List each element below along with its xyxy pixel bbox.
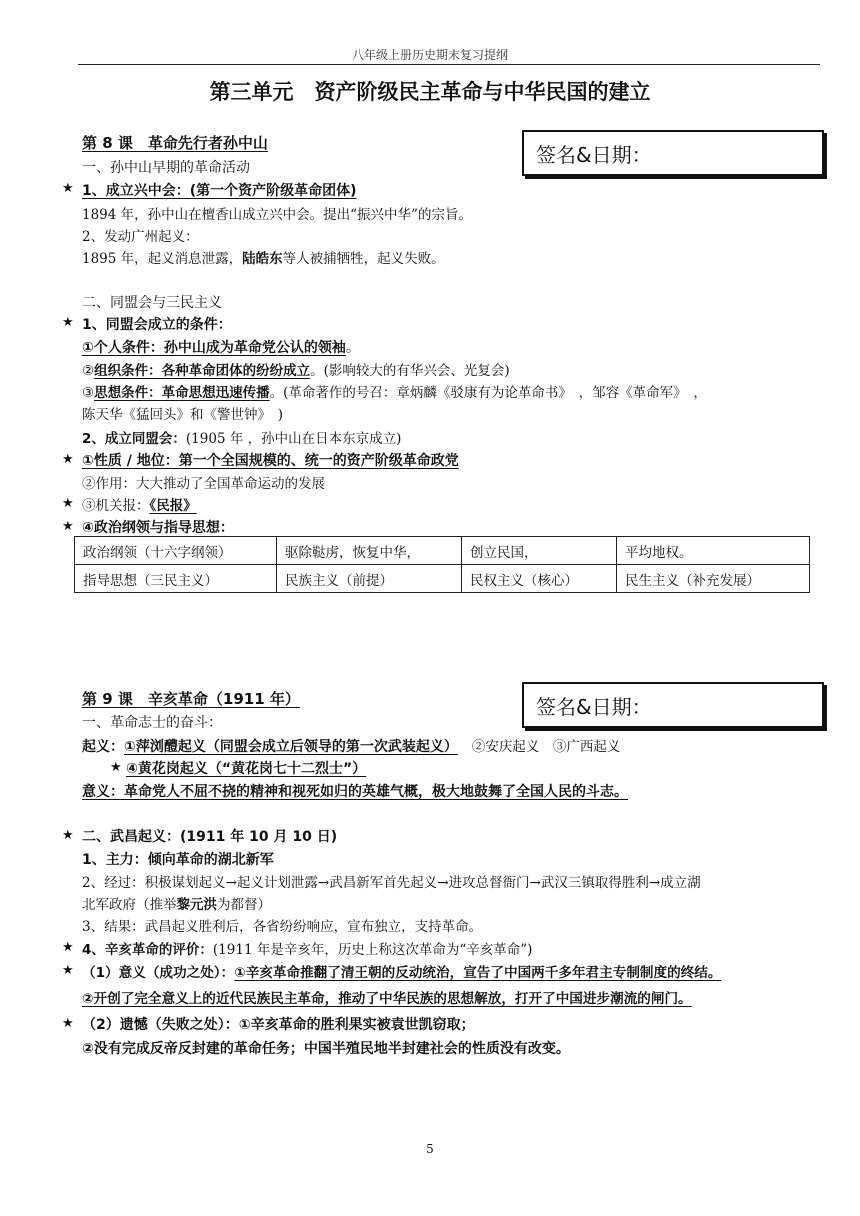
huanghuagang-uprising: ④黄花岗起义（“黄花岗七十二烈士”） — [126, 761, 367, 777]
lesson8-title: 第 8 课 革命先行者孙中山 — [82, 134, 268, 152]
condition-personal — [82, 337, 360, 357]
sign-date-label: 签名&日期： — [536, 695, 652, 719]
condition-personal-end: 。 — [345, 340, 360, 356]
table-cell: 民族主义（前提） — [277, 565, 462, 593]
min-bao: 《民报》 — [149, 498, 197, 514]
evaluation-note: (1911 年是辛亥年，历史上称这次革命为“辛亥革命”) — [212, 942, 533, 958]
force-label: 1、主力： — [82, 852, 148, 868]
guangzhou-text-a: 1895 年，起义消息泄露， — [82, 251, 243, 267]
regret-label: （2）遗憾（失败之处）： — [82, 1017, 239, 1033]
unit-title: 第三单元 资产阶级民主革命与中华民国的建立 — [209, 80, 651, 104]
force-text: 倾向革命的湖北新军 — [147, 852, 274, 868]
condition-thought-cont: 陈天华《猛回头》和《警世钟》 ) — [82, 407, 284, 423]
lu-haodong: 陆皓东 — [242, 251, 283, 267]
sign-date-box-1[interactable] — [522, 130, 824, 176]
course-2a: 北军政府（推举 — [82, 897, 177, 913]
sign-date-box-2[interactable] — [522, 682, 824, 728]
star-icon: ★ — [62, 1016, 74, 1031]
guangzhou-heading: 2、发动广州起义： — [82, 229, 199, 245]
table-cell: 平均地权。 — [617, 537, 810, 565]
guangzhou-text — [82, 247, 445, 267]
table-cell: 民权主义（核心） — [462, 565, 617, 593]
table-cell: 民生主义（补充发展） — [617, 565, 810, 593]
uprising-label: 起义： — [82, 739, 124, 755]
wuchang-force — [82, 849, 274, 869]
regret-line-1 — [82, 1014, 475, 1034]
lesson8-part2-heading: 二、同盟会与三民主义 — [82, 295, 222, 311]
wuchang-course-1: 2、经过：积极谋划起义→起义计划泄露→武昌新军首先起义→进攻总督衙门→武汉三镇取得胜利→成立湖 — [82, 875, 701, 891]
role-label: ②作用： — [82, 476, 136, 492]
star-icon: ★ — [62, 452, 74, 467]
program-table — [74, 536, 810, 593]
cond2-note: 。(影响较大的有华兴会、光复会) — [310, 363, 510, 379]
lesson8-part1-heading: 一、孙中山早期的革命活动 — [82, 160, 250, 176]
xingzhonghui-text: 1894 年，孙中山在檀香山成立兴中会。提出“振兴中华”的宗旨。 — [82, 207, 472, 223]
regret-line-2: ②没有完成反帝反封建的革命任务；中国半殖民地半封建社会的性质没有改变。 — [82, 1041, 570, 1057]
cond3-marker: ③ — [82, 385, 95, 401]
anqing-guangxi-uprisings: ②安庆起义 ③广西起义 — [471, 739, 621, 755]
role-text: 大大推动了全国革命运动的发展 — [136, 476, 325, 492]
table-cell: 创立民国， — [462, 537, 617, 565]
organ-newspaper — [82, 494, 197, 514]
star-icon: ★ — [62, 315, 74, 330]
table-cell: 指导思想（三民主义） — [75, 565, 277, 593]
significance-line-2: ②开创了完全意义上的近代民族民主革命，推动了中华民族的思想解放，打开了中国进步潮流的闸门。 — [82, 991, 692, 1007]
cond2-key: 组织条件：各种革命团体的纷纷成立 — [94, 363, 311, 379]
li-yuanhong: 黎元洪 — [176, 897, 217, 913]
program-heading: ④政治纲领与指导思想： — [82, 520, 234, 536]
star-icon: ★ — [62, 496, 74, 511]
paper-label: ③机关报： — [82, 498, 150, 514]
lesson9-part1-heading: 一、革命志士的奋斗： — [82, 715, 222, 731]
header-divider — [78, 64, 820, 65]
conditions-heading: 1、同盟会成立的条件： — [82, 317, 232, 333]
condition-personal-text: ①个人条件：孙中山成为革命党公认的领袖 — [82, 340, 346, 356]
guangzhou-text-c: 等人被捕牺牲，起义失败。 — [282, 251, 445, 267]
table-row — [75, 537, 810, 565]
page-number: 5 — [426, 1142, 434, 1156]
star-icon: ★ — [110, 760, 122, 775]
nature-status: ①性质 / 地位：第一个全国规模的、统一的资产阶级革命政党 — [82, 453, 459, 469]
wuchang-result: 3、结果：武昌起义胜利后，各省纷纷响应，宣布独立，支持革命。 — [82, 919, 483, 935]
table-row — [75, 565, 810, 593]
tongmenghui-role — [82, 472, 325, 492]
star-icon: ★ — [62, 181, 74, 196]
evaluation-heading — [82, 938, 532, 958]
cond2-marker: ② — [82, 363, 95, 379]
found-note: (1905 年 ，孙中山在日本东京成立) — [185, 431, 402, 447]
star-icon: ★ — [62, 519, 74, 534]
evaluation-label: 4、辛亥革命的评价： — [82, 942, 213, 958]
found-tongmenghui — [82, 427, 401, 447]
cond3-key: 思想条件：革命思想迅速传播 — [94, 385, 270, 401]
condition-thought — [82, 381, 707, 401]
significance-label: （1）意义（成功之处）： — [82, 965, 235, 981]
table-cell: 政治纲领（十六字纲领） — [75, 537, 277, 565]
condition-organization — [82, 359, 510, 379]
sign-date-label: 签名&日期： — [536, 143, 652, 167]
wuchang-heading: 二、武昌起义：(1911 年 10 月 10 日) — [82, 829, 338, 845]
running-header: 八年级上册历史期末复习提纲 — [351, 48, 508, 62]
course-2c: 为都督） — [217, 897, 271, 913]
lesson9-title: 第 9 课 辛亥革命（1911 年） — [82, 690, 300, 708]
significance-line-1 — [82, 961, 722, 981]
regret-text-1: ①辛亥革命的胜利果实被袁世凯窃取； — [238, 1017, 475, 1033]
cond3-note: 。(革命著作的号召：章炳麟《驳康有为论革命书》 ，邹容《革命军》 ， — [269, 385, 707, 401]
uprisings-line — [82, 735, 620, 756]
star-icon: ★ — [62, 828, 74, 843]
table-cell: 驱除鞑虏，恢复中华， — [277, 537, 462, 565]
uprisings-meaning: 意义：革命党人不屈不挠的精神和视死如归的英雄气概，极大地鼓舞了全国人民的斗志。 — [82, 784, 628, 800]
pingliuli-uprising: ①萍浏醴起义（同盟会成立后领导的第一次武装起义） — [124, 739, 458, 755]
found-label: 2、成立同盟会： — [82, 431, 186, 447]
star-icon: ★ — [62, 940, 74, 955]
star-icon: ★ — [62, 963, 74, 978]
significance-text-1: ①辛亥革命推翻了清王朝的反动统治，宣告了中国两千多年君主专制制度的终结。 — [234, 965, 722, 981]
xingzhonghui-heading: 1、成立兴中会：(第一个资产阶级革命团体) — [82, 183, 357, 199]
wuchang-course-2 — [82, 893, 271, 913]
